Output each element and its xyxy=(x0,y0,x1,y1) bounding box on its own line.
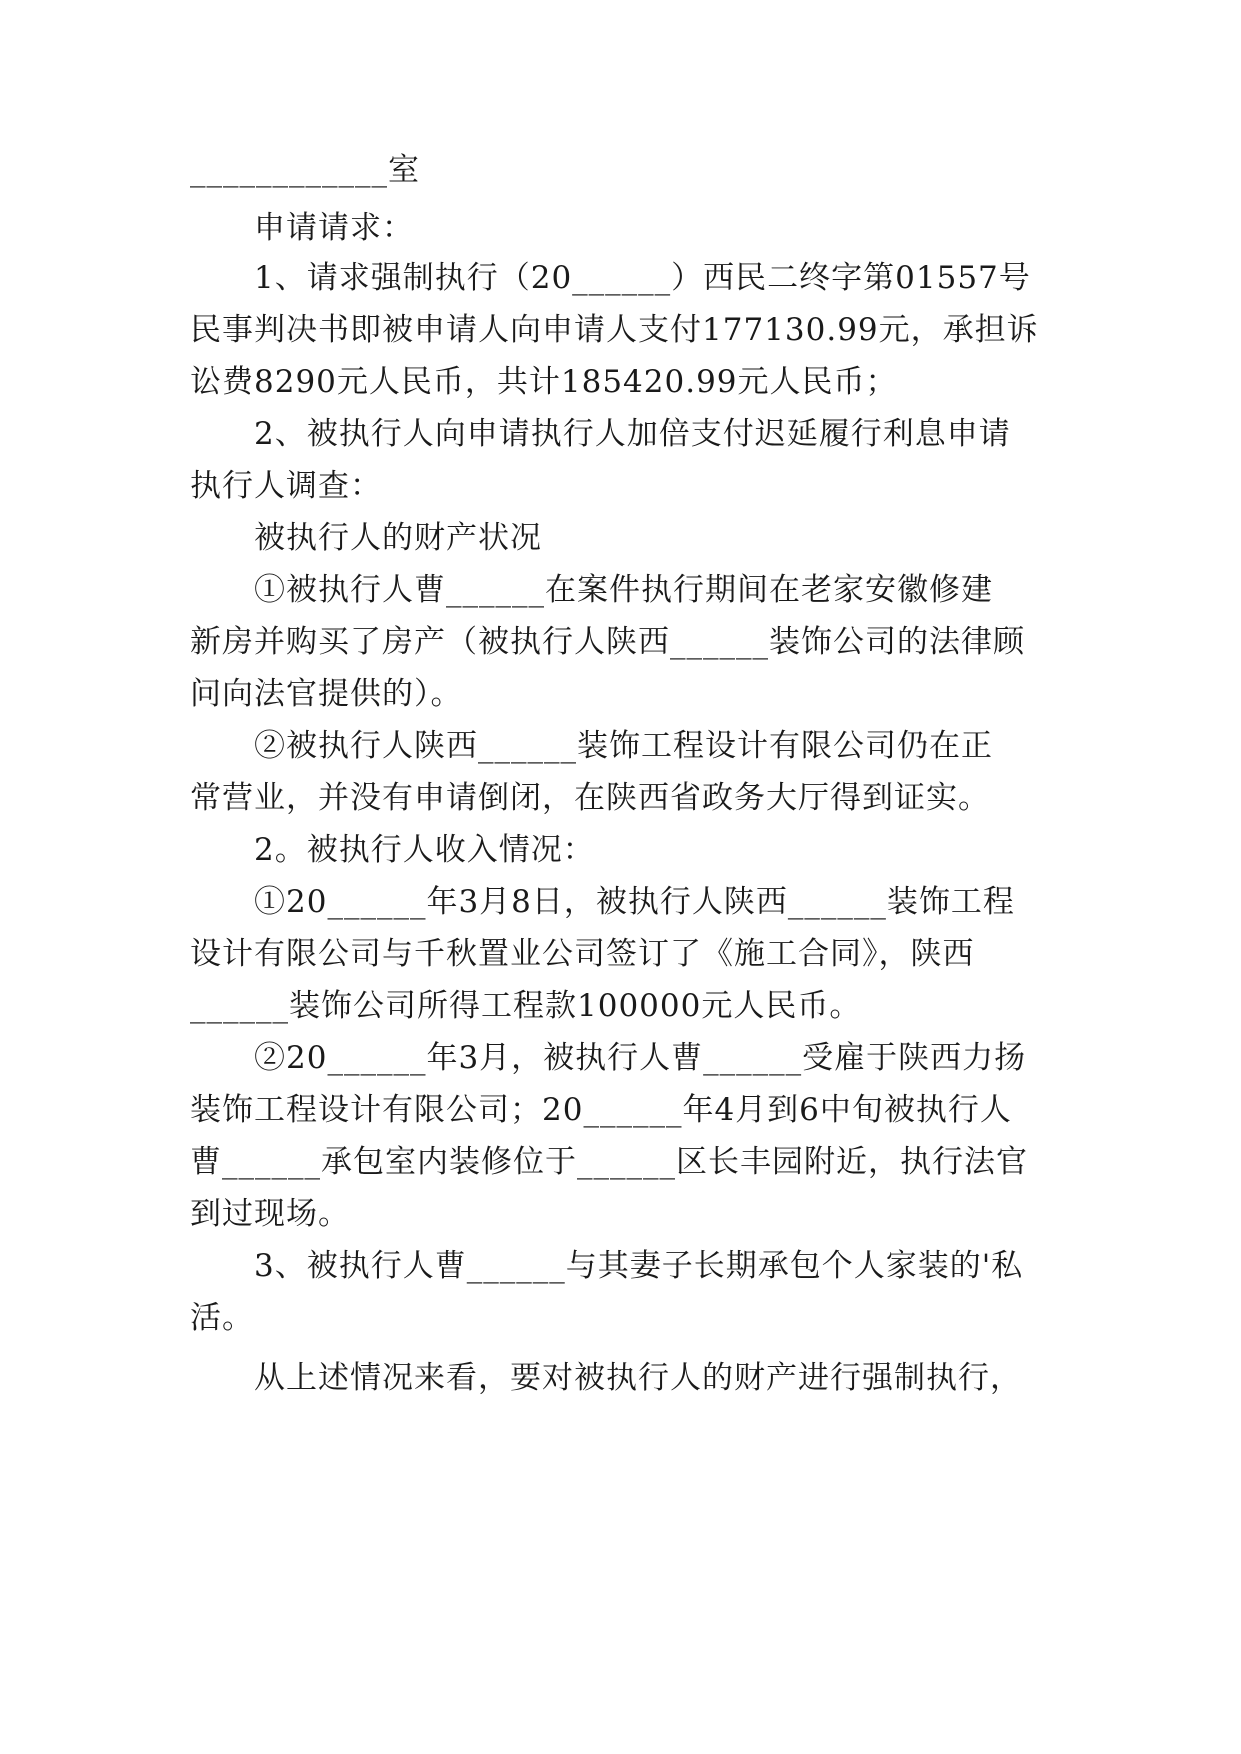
text-line: 3、被执行人曹______与其妻子长期承包个人家装的'私 xyxy=(254,1248,1024,1284)
text-line: 执行人调查： xyxy=(190,468,382,504)
text-line: 到过现场。 xyxy=(190,1196,350,1232)
heading-property-status: 被执行人的财产状况 xyxy=(254,520,542,556)
heading-application-request: 申请请求： xyxy=(254,210,414,246)
text-line: 装饰工程设计有限公司；20______年4月到6中旬被执行人 xyxy=(190,1092,1012,1128)
text-line: 活。 xyxy=(190,1300,254,1336)
text-line: 设计有限公司与千秋置业公司签订了《施工合同》，陕西 xyxy=(190,936,975,972)
text-line: 曹______承包室内装修位于______区长丰园附近，执行法官 xyxy=(190,1144,1028,1180)
text-line: 2、被执行人向申请执行人加倍支付迟延履行利息申请 xyxy=(254,416,1011,452)
text-line: 新房并购买了房产（被执行人陕西______装饰公司的法律顾 xyxy=(190,624,1025,660)
text-line: ①被执行人曹______在案件执行期间在老家安徽修建 xyxy=(254,572,993,608)
text-line: 问向法官提供的）。 xyxy=(190,676,463,712)
text-line: ②20______年3月，被执行人曹______受雇于陕西力扬 xyxy=(254,1040,1027,1076)
text-line: 民事判决书即被申请人向申请人支付177130.99元，承担诉 xyxy=(190,312,1039,348)
text-line-room: ____________室 xyxy=(190,152,420,188)
text-line: 常营业，并没有申请倒闭，在陕西省政务大厅得到证实。 xyxy=(190,780,990,816)
text-line: 讼费8290元人民币，共计185420.99元人民币； xyxy=(190,364,898,400)
text-line: 从上述情况来看，要对被执行人的财产进行强制执行， xyxy=(254,1360,1022,1396)
text-line: ______装饰公司所得工程款100000元人民币。 xyxy=(190,988,862,1024)
text-line: ②被执行人陕西______装饰工程设计有限公司仍在正 xyxy=(254,728,993,764)
heading-income-status: 2。被执行人收入情况： xyxy=(254,832,595,868)
text-line: ①20______年3月8日，被执行人陕西______装饰工程 xyxy=(254,884,1015,920)
text-line: 1、请求强制执行（20______）西民二终字第01557号 xyxy=(254,260,1031,296)
